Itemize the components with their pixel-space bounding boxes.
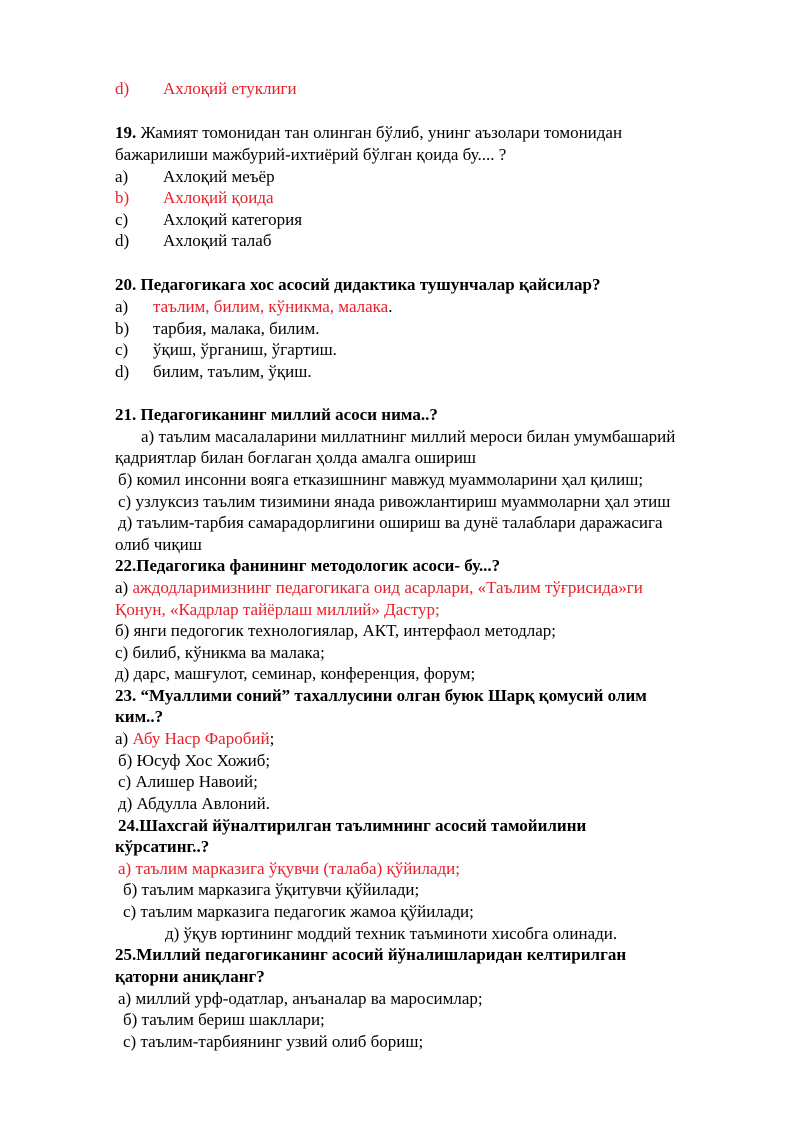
q21-option-d-cont: олиб чиқиш (115, 535, 202, 554)
q19-title: 19. Жамият томонидан тан олинган бўлиб, унинг аъзолари томонидан (115, 123, 623, 142)
prev-option-d: d) Ахлоқий етуклиги (115, 79, 297, 98)
q24-title: 24.Шахсгай йўналтирилган таълимнинг асосий тамойилини (118, 816, 587, 835)
q22-answer: аждодларимизнинг педагогикага оид асарлари, «Таълим тўғрисида»ги (132, 578, 643, 597)
q24-title-cont: кўрсатинг..? (115, 837, 210, 856)
q22-option-a-cont: Қонун, «Кадрлар тайёрлаш миллий» Дастур; (115, 600, 440, 619)
q23-option-d: д) Абдулла Авлоний. (118, 794, 270, 813)
q23-option-b: б) Юсуф Хос Хожиб; (118, 751, 271, 770)
q25-option-a: а) миллий урф-одатлар, анъаналар ва маросимлар; (118, 989, 483, 1008)
q20-answer: таълим, билим, кўникма, малака (153, 297, 389, 316)
q20-title: 20. Педагогикага хос асосий дидактика тушунчалар қайсилар? (115, 275, 601, 294)
q25-title-cont: қаторни аниқланг? (115, 967, 265, 986)
q19-option-d: d) Ахлоқий талаб (115, 231, 272, 250)
q21-option-b: б) комил инсонни вояга етказишнинг мавжуд муаммоларини ҳал қилиш; (118, 470, 644, 489)
q25-option-c: с) таълим-тарбиянинг узвий олиб бориш; (123, 1032, 424, 1051)
q22-title: 22.Педагогика фанининг методологик асоси- бу...? (115, 556, 501, 575)
q21-title: 21. Педагогиканинг миллий асоси нима..? (115, 405, 438, 424)
q24-option-a-answer: а) таълим марказига ўқувчи (талаба) қўйилади; (118, 859, 460, 878)
q23-option-a: а) Абу Наср Фаробий; (115, 729, 275, 748)
q24-option-c: с) таълим марказига педагогик жамоа қўйилади; (123, 902, 474, 921)
q21-option-d: д) таълим-тарбия самарадорлигини ошириш ва дунё талаблари даражасига (118, 513, 663, 532)
q24-option-b: б) таълим марказига ўқитувчи қўйилади; (123, 880, 420, 899)
q22-option-c: с) билиб, кўникма ва малака; (115, 643, 325, 662)
q24-option-d: д) ўқув юртининг моддий техник таъминоти хисобга олинади. (165, 924, 618, 943)
q19-option-c: c) Ахлоқий категория (115, 210, 303, 229)
q25-title: 25.Миллий педагогиканинг асосий йўналишларидан келтирилган (115, 945, 627, 964)
q22-option-a: а) аждодларимизнинг педагогикага оид асарлари, «Таълим тўғрисида»ги (115, 578, 643, 597)
q22-option-d: д) дарс, машғулот, семинар, конференция, форум; (115, 664, 476, 683)
q20-option-d: d) билим, таълим, ўқиш. (115, 362, 312, 381)
q22-option-b: б) янги педогогик технологиялар, АКТ, интерфаол методлар; (115, 621, 556, 640)
q21-option-c: с) узлуксиз таълим тизимини янада ривожлантириш муаммоларни ҳал этиш (118, 492, 671, 511)
q21-option-a-cont: қадриятлар билан боғлаган ҳолда амалга ошириш (115, 448, 477, 467)
q23-title-cont: ким..? (115, 707, 164, 726)
q20-option-c: c) ўқиш, ўрганиш, ўгартиш. (115, 340, 337, 359)
q20-option-b: b) тарбия, малака, билим. (115, 319, 320, 338)
q23-title: 23. “Муаллими соний” тахаллусини олган буюк Шарқ қомусий олим (115, 686, 647, 705)
q19-option-a: a) Ахлоқий меъёр (115, 167, 275, 186)
q25-option-b: б) таълим бериш шакллари; (123, 1010, 325, 1029)
q23-option-c: с) Алишер Навоий; (118, 772, 258, 791)
q19-title-cont: бажарилиши мажбурий-ихтиёрий бўлган қоида бу.... ? (115, 145, 507, 164)
q23-answer: Абу Наср Фаробий (132, 729, 270, 748)
q19-option-b-answer: b) Ахлоқий қоида (115, 188, 274, 207)
q20-option-a: a) таълим, билим, кўникма, малака. (115, 297, 393, 316)
q21-option-a: а) таълим масалаларини миллатнинг миллий мероси билан умумбашарий (141, 427, 676, 446)
